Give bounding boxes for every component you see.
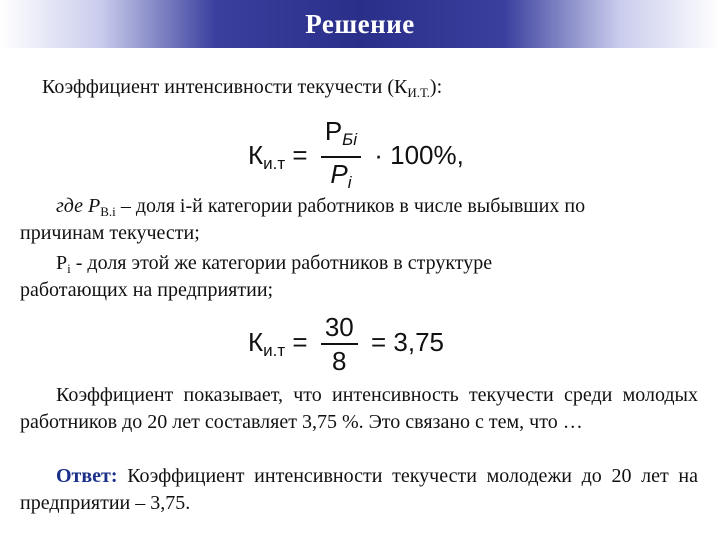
formula1-denominator [326, 158, 355, 198]
where-p: Р [56, 252, 68, 274]
where-sub-2: i [67, 261, 71, 276]
formula-calculation [248, 312, 444, 376]
intro-subscript: И.Т. [407, 85, 430, 100]
formula1-fraction [321, 116, 361, 198]
formula2-lhs: К [248, 326, 264, 357]
page-title: Решение [305, 8, 415, 39]
answer-text: Коэффициент интенсивности текучести молодежи до 20 лет на предприятии – 3,75. [20, 465, 698, 514]
formula2-numerator: 30 [321, 312, 358, 345]
where-text-1: – доля i-й категории работников в числе выбывших по [115, 195, 586, 217]
intro-end: ): [429, 76, 443, 98]
intro-text: Коэффициент интенсивности текучести (К [42, 76, 408, 98]
formula1-eq: = [292, 139, 308, 170]
conclusion-paragraph: Коэффициент показывает, что интенсивность текучести среди молодых работников до 20 лет составляет 3,75 %. Это связано с тем, что … [20, 384, 698, 433]
formula2-fraction [321, 312, 358, 376]
where-sub-1: В.i [100, 204, 116, 219]
where-line-2: причинам текучести; [20, 222, 200, 244]
formula-turnover-coefficient [248, 116, 464, 198]
header-bar [0, 0, 720, 48]
formula2-lhs-sub: и.т [263, 340, 286, 360]
formula2-result: = 3,75 [370, 326, 444, 357]
formula2-denominator: 8 [332, 346, 347, 376]
answer-label: Ответ: [56, 465, 118, 487]
formula1-rest: · 100%, [374, 139, 464, 170]
formula1-lhs-sub: и.т [263, 153, 286, 173]
formula1-num-sub: Бi [342, 130, 358, 149]
formula1-num: Р [324, 116, 343, 146]
where-line-1 [56, 193, 585, 220]
where-text-3: - доля этой же категории работников в структуре [70, 252, 493, 274]
where-line-3 [56, 250, 492, 277]
formula2-eq: = [292, 326, 308, 357]
formula1-den-sub: i [347, 173, 352, 192]
formula1-numerator [321, 116, 361, 158]
answer-paragraph [20, 463, 698, 517]
formula1-den: P [330, 159, 348, 189]
where-line-4: работающих на предприятии; [20, 279, 274, 301]
formula1-lhs: К [248, 139, 264, 170]
where-word: где Р [56, 195, 101, 217]
intro-line [42, 74, 442, 101]
